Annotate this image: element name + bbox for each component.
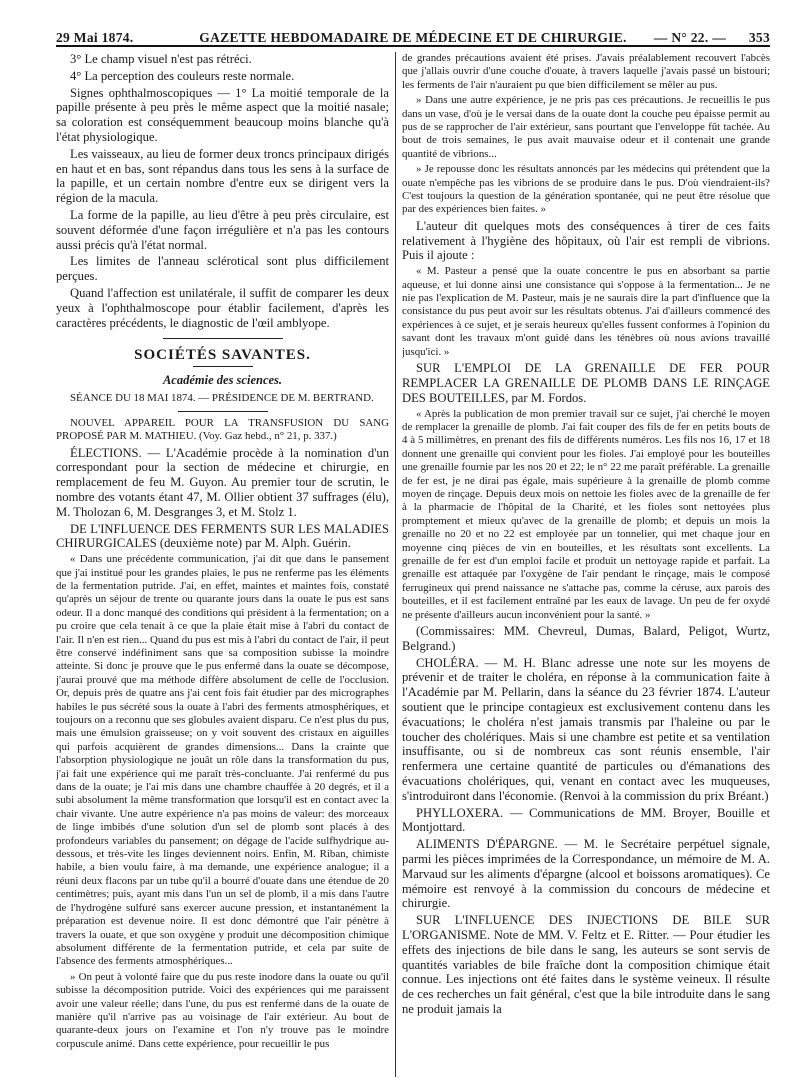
separator <box>178 411 268 412</box>
header-rule <box>56 45 770 47</box>
paragraph: 3° Le champ visuel n'est pas rétréci. <box>70 52 252 66</box>
quote-paragraph: « M. Pasteur a pensé que la ouate concentre le pus en absorbant sa partie aqueuse, et lui donne ainsi une consistance qui s'oppose à la fermentation... Je ne nie pas l'explication de M. Pasteur, mais je ne saurais dire la part d'influence que la consistance du pus peut avoir sur les résultats obtenus. J'ai d'ailleurs commencé des expériences à ce sujet, et je serais heureux qu'elles fussent conformes à l'opinion du savant dont les travaux m'ont guidé dans les ténèbres où nous avions travaillé jusqu'ici. » <box>402 265 770 358</box>
separator <box>193 366 253 367</box>
section-title: SOCIÉTÉS SAVANTES. <box>134 347 311 364</box>
right-column <box>402 52 770 1019</box>
quote-paragraph: » On peut à volonté faire que du pus reste inodore dans la ouate ou qu'il subisse la décomposition putride. Voici des expériences qui me paraissent avoir une valeur réelle; dans l'une, du pus est renfermé dans de la ouate de manière qu'il n'arrive pas au voisinage de l'air extérieur. Au bout de quarante-deux jours on l'examine et l'on n'y trouve pas le moindre corpuscule animé. Dans cette expérience, pour recueillir le pus <box>56 970 389 1050</box>
column-divider <box>395 52 396 1077</box>
quote-paragraph: de grandes précautions avaient été prises. J'avais préalablement recouvert l'abcès que j'allais ouvrir d'une couche d'ouate, à travers laquelle j'avais passé un bistouri; les ferments de l'air n'auraient pu que bien difficilement se mêler au pus. <box>402 52 770 91</box>
paragraph: SUR L'INFLUENCE DES INJECTIONS DE BILE SUR L'ORGANISME. Note de MM. V. Feltz et E. Ritter. — Pour étudier les effets des injections de bile dans le sang, les auteurs se sont servis de quantités variables de bile fraîche dont la composition chimique était connue. Les injections ont été faites dans le système veineux. Il résulte de ces recherches un fait général, c'est que la bile introduite dans le sang ne produit jamais la <box>402 913 770 1016</box>
paragraph: CHOLÉRA. — M. H. Blanc adresse une note sur les moyens de prévenir et de traiter le choléra, en réponse à la communication faite à l'Académie par M. Pellarin, dans la séance du 23 février 1874. L'auteur soutient que le principe contagieux est exclusivement contenu dans les évacuations; le choléra n'est jamais transmis par l'haleine ou par le toucher des cholériques. Mais si une chambre est petite et sa ventilation insuffisante, ou si de nombreux cas sont réunis ensemble, l'air renfermera une certaine quantité de particules ou d'émanations des évacuations cholériques, qui, venant en contact avec les muqueuses, s'introduiront dans l'économie. (Renvoi à la commission du prix Bréant.) <box>402 655 770 803</box>
separator <box>163 338 283 339</box>
academy-title: Académie des sciences. <box>162 373 283 388</box>
left-column <box>56 52 389 1053</box>
quote-paragraph: » Je repousse donc les résultats annoncés par les médecins qui prétendent que la ouate n'empêche pas les vibrions de se produire dans le pus. D'où viendraient-ils? C'est toujours la question de la génération spontanée, qui ne peut être résolue que par des expériences bien faites. » <box>402 163 770 216</box>
header-issue: — N° 22. — <box>653 30 726 45</box>
paragraph: Quand l'affection est unilatérale, il suffit de comparer les deux yeux à l'ophthalmoscope pour établir facilement, d'après les caractères précédents, le diagnostic de l'œil amblyope. <box>56 285 389 330</box>
paragraph: SUR L'EMPLOI DE LA GRENAILLE DE FER POUR REMPLACER LA GRENAILLE DE PLOMB DANS LE RINÇAGE DES BOUTEILLES, par M. Fordos. <box>402 361 770 405</box>
quote-paragraph: « Dans une précédente communication, j'ai dit que dans le pansement que j'ai institué pour les grandes plaies, le pus ne renferme pas les éléments de la fermentation putride. J'ai, en effet, maintes et maintes fois, constaté qu'après un séjour de trente ou quarante jours dans la ouate le pus est sans odeur. Il a donc manqué des conditions qui président à la fermentation; on a pu croire que cela tenait à ce que la plaie était mise à l'abri du contact de l'air. Il n'en est rien... Quand du pus est mis à l'abri du contact de l'air, il peut être conservé indéfiniment sans que sa composition subisse la moindre atteinte. Si donc je prouve que le pus enfermé dans la ouate se décompose, j'aurai prouvé que ma méthode diffère absolument de celle de l'occlusion. Or, depuis près de quatre ans j'ai cent fois fait étudier par des micrographes habiles le pus sécrété sous la ouate à l'abri des ferments atmosphériques, et toujours on a reconnu que ses globules avaient disparu. Ce n'est plus du pus, mais une émulsion graisseuse; on y voit souvent des cristaux en aiguilles qui parfois acquièrent de grandes dimensions... Dans la crainte que l'absorption physiologique ne jouât un rôle dans la transformation du pus, j'ai fait une expérience qui me paraît très-concluante. J'ai renfermé du pus dans de la ouate; je l'ai mis dans une chambre chauffée à 20 degrés, et il a subi absolument la même transformation que lorsqu'il est en contact avec la chair vivante. Une autre expérience n'a pas moins de valeur: des morceaux de linge imbibés d'une solution d'un sel de plomb sont placés à des profondeurs variables du pansement; on dégage de l'acide sulfhydrique au-dessous, et très-vite les linges deviennent noirs. Enfin, M. Riban, chimiste habile, a bien voulu faire, à ma demande, une expérience analogue; il a réuni deux flacons par un tube qu'il a bourré d'ouate dans une étendue de 20 centimètres; puis, ayant mis dans l'un un sel de plomb, il a mis dans l'autre de l'hydrogène sulfuré sans exercer aucune pression, et instantanément la préparation est devenue noire. Il est donc démontré que l'air pénètre à travers la ouate, et que son oxygène y produit une décomposition chimique absolument différente de la fermentation putride, et cela par suite de l'absence des ferments atmosphériques... <box>56 553 389 968</box>
paragraph: ALIMENTS D'ÉPARGNE. — M. le Secrétaire perpétuel signale, parmi les pièces imprimées de la Correspondance, un mémoire de M. A. Marvaud sur les aliments d'épargne (alcool et boissons aromatiques). Ce mémoire est renvoyé à la commission du concours de médecine et chirurgie. <box>402 837 770 911</box>
quote-paragraph: « Après la publication de mon premier travail sur ce sujet, j'ai cherché le moyen de remplacer la grenaille de plomb. J'ai fait couper des fils de fer en petits bouts de 4 à 5 millimètres, en prenant des fils de différents numéros. Les fils nos 16, 17 et 18 donnent une grenaille qui convient pour les fioles. J'ai employé pour les bouteilles une grenaille fournie par les nos 20 et 22; le n° 22 me paraît préférable. La grenaille de fer est, je ne dirai pas égale, mais supérieure à la grenaille de plomb comme moyen de rinçage. Depuis deux mois on nettoie les fioles avec de la grenaille de fer à la pharmacie de l'hôpital de la Charité, et les fioles sont nettoyées plus promptement et mieux qu'avec de la grenaille de plomb; et depuis un mois la grenaille no 20 et no 22 est employée par un tonnelier, qui met chaque jour en moyenne cinq pièces de vin en bouteilles, et les résultats sont excellents. La grenaille de fer est d'un emploi facile et produit un nettoyage rapide et parfait. La grenaille est attaquée par l'oxygène de l'air pendant le rinçage, mais le composé ferrugineux qui prend naissance ne s'attache pas, comme la céruse, aux parois des bouteilles, et il est facilement entraîné par les eaux de lavage. Un peu de fer oxydé ne présente d'ailleurs aucun inconvénient pour la santé. » <box>402 407 770 621</box>
paragraph: Les limites de l'anneau sclérotical sont plus difficilement perçues. <box>56 254 389 284</box>
paragraph: ÉLECTIONS. — L'Académie procède à la nomination d'un correspondant pour la section de médecine et chirurgie, en remplacement de feu M. Guyon. Au premier tour de scrutin, le nombre des votants étant 47, M. Ollier obtient 37 suffrages (élu), M. Tholozan 6, M. Desgranges 3, et M. Stolz 1. <box>56 445 389 519</box>
paragraph: La forme de la papille, au lieu d'être à peu près circulaire, est souvent déformée d'une façon irrégulière et n'a pas les contours aussi précis qu'à l'état normal. <box>56 207 389 252</box>
header-title: GAZETTE HEBDOMADAIRE DE MÉDECINE ET DE CHIRURGIE. <box>199 30 627 45</box>
paragraph: L'auteur dit quelques mots des conséquences à tirer de ces faits relativement à l'hygiène des hôpitaux, où l'air est rempli de vibrions. Puis il ajoute : <box>402 218 770 263</box>
paragraph: DE L'INFLUENCE DES FERMENTS SUR LES MALADIES CHIRURGICALES (deuxième note) par M. Alph. Guérin. <box>56 521 389 551</box>
header-date: 29 Mai 1874. <box>56 30 134 45</box>
paragraph: Signes ophthalmoscopiques — 1° La moitié temporale de la papille présente à peu près le même aspect que la moitié nasale; sa coloration est conséquemment beaucoup moins blanche qu'à l'état physiologique. <box>56 85 389 144</box>
paragraph: Les vaisseaux, au lieu de former deux troncs principaux dirigés en haut et en bas, sont répandus dans tous les sens à la surface de la papille, et un certain nombre d'entre eux se dirigent vers la région de la macula. <box>56 146 389 206</box>
seance-line: SÉANCE DU 18 MAI 1874. — PRÉSIDENCE DE M. BERTRAND. <box>70 392 374 405</box>
paragraph: 4° La perception des couleurs reste normale. <box>70 68 295 83</box>
paragraph: NOUVEL APPAREIL POUR LA TRANSFUSION DU SANG PROPOSÉ PAR M. MATHIEU. (Voy. Gaz hebd., n° 21, p. 337.) <box>56 416 389 443</box>
header-page-number: 353 <box>748 30 770 45</box>
paragraph: PHYLLOXERA. — Communications de MM. Broyer, Bouille et Montjottard. <box>402 805 770 835</box>
paragraph: (Commissaires: MM. Chevreul, Dumas, Balard, Peligot, Wurtz, Belgrand.) <box>402 624 770 653</box>
quote-paragraph: » Dans une autre expérience, je ne pris pas ces précautions. Je recueillis le pus dans un vase, d'où je le versai dans de la ouate dont la couche peu épaisse permit au pus de se rapprocher de l'air extérieur, sans pourtant que l'enveloppe fût tachée. Au bout de trois semaines, le pus avait mauvaise odeur et il contenait une grande quantité de vibrions... <box>402 94 770 160</box>
